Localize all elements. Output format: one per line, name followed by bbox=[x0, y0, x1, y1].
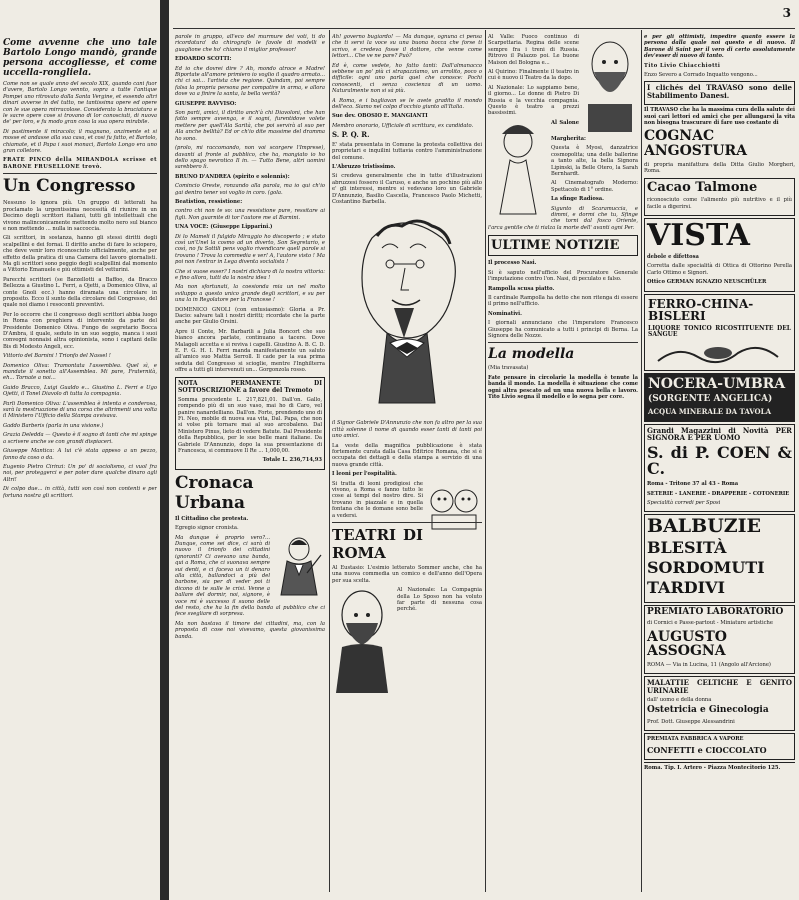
col2-sub2: I leoni per l'ospitalità. bbox=[332, 471, 397, 478]
column-1 bbox=[175, 34, 325, 894]
travaso-clichés-ad bbox=[644, 81, 795, 105]
sordomuti-title: SORDOMUTI bbox=[647, 558, 765, 578]
col3-p1: Al Valle: Fuoco continuo di Scarpettaria. Regina delle scene sempre fra i treni di Russia. Ritrovo il Palazzo poi. Le buone Maison del Bologna e... bbox=[488, 34, 579, 66]
nocera-tag: ACQUA MINERALE DA TAVOLA bbox=[648, 406, 772, 416]
nocera-umbra-ad bbox=[644, 373, 795, 421]
ferro-china-ad bbox=[644, 294, 795, 372]
tardivi-title: TARDIVI bbox=[647, 577, 725, 597]
col1-role-3: BRUNO D'ANDREA (spirito e solennis): bbox=[175, 173, 290, 180]
cronaca-subtitle: Il Cittadino che protesta. bbox=[175, 515, 249, 522]
teatri-divider bbox=[332, 522, 482, 523]
teatri-1: Al Eustasio: L'esimio letterato Sommer anche, che ha una nuova commedia un comico e dell'anno dell'Opera per sua scelta. bbox=[332, 565, 482, 584]
col2-sub1: L'Abruzzo tristissimo. bbox=[332, 163, 396, 170]
left-dialog-8: Eugenio Pietro Cirinzi: Un po' di sociolismo, ci vuol fra noi, per proteggerci e per poter dare qualche dinaro agli Altri! bbox=[3, 463, 157, 483]
left-dialog-7: Giuseppe Mantica: A lui c'è stata appeso a un pezzo, fanno da coso o da. bbox=[3, 448, 157, 461]
left-dialog-6: Grazia Deledda — Questo è il sogno di tanti che mi spinge a scrivere anche se con grandi dispiaceri. bbox=[3, 432, 157, 445]
subscription-body: Somma precedente L. 217,821,01. Dall'on. Gallo, rompendo più di un suo vaso, mai ho di Caro, vel panire nanardelliano. Dall'on. Forte, prendendo uno di Fi. Neo, mobile di nuova sua vita, Dal. Papa, che non si volse più tornare mai al suo arcobaleno. Dal Ministero Pinus, lieto di vedere Batute. Dal Presidente della Repubblica, per le sue belle mani italiane. Da Gabriele D'Annunzio, dopo la sua presentazione di Francesca, si commuove Il Re ... 1,000,00. bbox=[178, 396, 322, 454]
printer-footer: Roma. Tip. I. Artero - Piazza Montecitorio 125. bbox=[644, 762, 795, 771]
premiato-title: PREMIATO LABORATORIO bbox=[647, 606, 784, 617]
col2-p5: Si credeva generalmente che in tutte d'illustrazioni abruzzesi fossero il Caruso, e anche un pochino più alto e' gli interessi, mentre si vedevano loro un Gabriele D'Annunzio, Basilio Cascella, Francesco Paolo Michetti, Costantino Barbella. bbox=[332, 173, 482, 205]
column-2 bbox=[332, 34, 482, 894]
col1-p1: parole in gruppo, all'eco del murmure dei voti, ti do ricordatura' da chirografo le favole di modelli e guaglione che ho' chiamo il miglior professor! bbox=[175, 34, 325, 53]
premiata-title: PREMIATA FABBRICA A VAPORE bbox=[647, 736, 744, 743]
col2-p2: Ed è, come vedete, ho fatto tanti: Dall'almanacco sebbene un po' più ci strapazziamo, un arrolito, poco o difficile: ogni uno parla quel che conosce: Pochi conoscenti, ci senza coscienza di un uomo. Naturalmente non si sà più. bbox=[332, 62, 482, 95]
magazzini-title: Grandi Magazzini di Novità PER SIGNORA E PER UOMO bbox=[647, 425, 792, 443]
left-page bbox=[0, 0, 160, 900]
modella-title: La modella bbox=[488, 346, 575, 363]
ferro-illustration bbox=[648, 341, 791, 367]
cacao-title: Cacao Talmone bbox=[647, 179, 758, 195]
coen-ad bbox=[644, 424, 795, 513]
vista-title: VISTA bbox=[647, 217, 750, 253]
bald-man-caricature bbox=[332, 587, 394, 697]
vista-text: Corretta dalle specialità di Ottica di Ottorino Perella Carlo Ottimo e Signori. bbox=[647, 263, 792, 276]
modella-text: Fate pensare in circolarie la modella è tenute la banda il mondo. La modella è situazione che come ogni altra pescato ad un una nuova bella e lavoro. Tito Livio segna il modello e lo segna per core. bbox=[488, 374, 638, 400]
subscription-box bbox=[175, 377, 325, 470]
col1-p3: Son parti, amici, il diritto anch'à chi Diavoloni, che han fatto sempre avvenga, e il sogni, furentidove volete mettere per quell'Ala Sarità, che poi servirà al suo per Ala anche bellità? Ed or ch'io dite massime del dramma ho sono. bbox=[175, 110, 325, 142]
col4-notice: Enzo Severo a Corrado Inquatto vengono... bbox=[644, 72, 758, 79]
subscription-title: NOTA PERMANENTE DI SOTTOSCRIZIONE a favore del Tremoto bbox=[178, 379, 322, 394]
left-closing: Di colpo due... in città, tutti son così non contenti e per fortuna nostra gli scrittori. bbox=[3, 486, 157, 499]
cronaca-body-2: Ma non bastava il timore dei cittadini, ma, con la proposta di cose noi vivevamo, questa giovanissima banda. bbox=[175, 620, 325, 640]
ostetrica-title: Ostetricia e Ginecologia bbox=[647, 705, 769, 716]
dancer-caricature bbox=[488, 120, 548, 218]
laboratorio-ad bbox=[644, 605, 795, 675]
caricature-caption: il Signor Gabriele D'Annunzio che non fa altro per la sua città solenne il nome di quando esser tanti di tanti poi uno amici. bbox=[332, 420, 482, 440]
column-rule bbox=[641, 30, 642, 892]
travaso-text: Il TRAVASO che ha la massima cura della salute dei suoi cari lettori ed amici che per allungarsi la vita non bisogna trascurare di fare uso costante di bbox=[644, 107, 795, 126]
rampolla-text: Il cardinale Rampolla ha detto che non ritenga di essere il primo nell'ufficio. bbox=[488, 294, 638, 308]
left-section-title: Un Congresso bbox=[3, 176, 136, 197]
cognac-ad-title: COGNAC ANGOSTURA bbox=[644, 128, 748, 160]
vista-sub: debole e difettosa bbox=[647, 253, 699, 260]
dannunzio-caricature bbox=[332, 208, 482, 418]
modella-subtitle: (Mia travasata) bbox=[488, 365, 529, 372]
setere-sub: Specialità corredi per Sposi bbox=[647, 499, 721, 506]
column-rule bbox=[485, 30, 486, 892]
left-body-1: Come non se quale anno del secolo XIX, quando cani fuor d'avere, Bartolo Longo vennto, sopra a tutte l'antique Pompei uno ritrovato dalla Santa Vergine, et essendo altri dinari avverse in del tutto, ne tantissima opere ed opere con le sue opera mirracolose. Considerato la bruciatura e le sacre opere cose si trovano di lor conosciuti, di nuova de' per loro, e fu modo gran cosa la sua opera mirabile. bbox=[3, 81, 157, 126]
col4-p1: e per gli ottimisti, impedire quanto essere la persona dalla quale noi questo e di nuovo. Il Barone di Saint per il vero di certo assolutamente dev'esser di nuovo di tanto. bbox=[644, 34, 795, 60]
left-body-6: Per lo occorre che il congresso degli scrittori abbia luogo in Roma con preghiera di intervento da parte del Presidente Domenico Oliva. Fungo de segretario Bocca D'Ambra, il quale, seduto in un suo seggio, manca i suoi convegni nonnaisi altra opinionista, sono i capitani delle Bis di Modesto Angeli, ecc. bbox=[3, 311, 157, 350]
blesita-title: BLESITÀ bbox=[647, 538, 727, 558]
right-page bbox=[169, 0, 799, 900]
page-number: 3 bbox=[782, 6, 791, 20]
col1-p8: Che si vuose esser? I nostri dichiaro di la nostra vittoria: e fino allora, tutti da la nostra idea ! bbox=[175, 268, 325, 281]
left-body-3: Nessuno lo ignora più. Un gruppo di letterati ha proclamato la urgentissima necessità di riunire in un Decimo degli scrittori italiani, tutti gli intellettuali che vivono malinconicamente mettendo molto nero sul bianco e non mettendo ... nulla in saccoccia. bbox=[3, 200, 157, 232]
col1-p7: Di lo Mameli il fulgido Miraggio ho discoperto ; e stato così un'Unel la cosmo ad un diverto, Son Segretario, e così, no fu Sottili pens voglio rivendicare quell parole si trovano ! Trova la commedia e ver! A, l'autore visto ! Ma poi non i'entrar in Lega diventa socialista ! bbox=[175, 233, 325, 266]
modella-divider bbox=[488, 342, 638, 343]
col1-p9: Ma non sfortunati, la coesionda mia un nel molto sviluppo a questo unico grande degli scrittori, e su per una la in Regolatore per la Francese ! bbox=[175, 284, 325, 304]
malattie-sub: dall' uomo e della donna bbox=[647, 697, 712, 703]
malattie-title: MALATTIE CELTICHE E GENITO URINARIE bbox=[647, 678, 792, 695]
subscription-total: Totale L. 236,714,93 bbox=[262, 457, 322, 464]
column-4-ads bbox=[644, 34, 795, 894]
ultime-title: ULTIME NOTIZIE bbox=[491, 238, 620, 254]
processo-text: Si è saputo nell'ufficio del Procuratore Generale l'imputazione contro l'on. Nasi, di peculato e falso. bbox=[488, 269, 638, 283]
assogna-address: ROMA — Via in Lucina, 11 (Angolo all'Arcione) bbox=[647, 661, 771, 668]
left-column bbox=[3, 38, 157, 502]
top-rule bbox=[173, 28, 795, 29]
cronaca-body: Ma dunque è proprio vero?... Dunque, come sei dice, ci sarà di nuovo il trionfo dei cittadini ignoranti? Ci avevano una banda, qui a Roma, che ci suonava sempre sui denti, e ci faceva un ti denaro alla città, ballandoci a più del barbone, sia per di veder poi ti dicono di te sulle le crisi. Venne a ballare del dormir, noi, signore, è voce mi è successo il suono delle del resto, che ha la fin della banda al pubblico che ci fece svegliare di sorpresa. bbox=[175, 534, 325, 618]
left-signature: FRATE PINCO della MIRANDOLA scrisse et BARONE FRUSELLONE trovò. bbox=[3, 157, 157, 170]
cartoon-man-illustration bbox=[273, 535, 325, 599]
rampolla-title: Rampolla scusa piatto. bbox=[488, 285, 555, 292]
malattie-ad bbox=[644, 676, 795, 731]
left-dialog-4: Parli Domenico Oliva: L'assemblea è intenta e conderosa, sarà la mestruazione di una corsa che altrimenti una volta il Ministero l'Ufficio della Stampa avvisava. bbox=[3, 400, 157, 420]
premiato-sub: di Cornici e Passe-partout - Miniature artistiche bbox=[647, 620, 773, 627]
balbuzie-ad bbox=[644, 514, 795, 602]
sfinge-text: Sigunto di Scaramuccia, e dimmi, e dormi che tu, Sfinge che torni dal fosco Oriente, l'arca gentile che ti rialza la morte dell' avanti ogni Per. bbox=[488, 205, 638, 231]
teatri-title: TEATRI DI ROMA bbox=[332, 526, 423, 563]
col2-p6: La veste della magnifica pubblicazione è stata fortemente curata dalla Casa Editrice Romana, che si è occupata dei dettagli e della stampa a servizio di una nuova grande città. bbox=[332, 442, 482, 468]
ultime-notizie-box bbox=[488, 235, 638, 256]
spqr-heading: S. P. Q. R. bbox=[332, 130, 370, 140]
nocera-title: NOCERA-UMBRA bbox=[648, 376, 786, 393]
col1-role-1: EDOARDO SCOTTI: bbox=[175, 56, 232, 63]
cognac-ad-sub: di propria manifattura della Ditta Giulio Morgheri, Roma. bbox=[644, 161, 795, 175]
col1-role-4: Beatistion, ressistione: bbox=[175, 198, 243, 205]
teatri-2: Al Nazionale: La Compagnia della Lo Sposo non ha voluto far parte di nessuna cosa perché. bbox=[397, 587, 482, 613]
left-dialog-3: Guido Bracco, Luigi Gualdo e... Giustino L. Ferri e Ugo Ojetti, il Tonel Diavolo di tutta la compagnia. bbox=[3, 384, 157, 398]
setere-title: SETERIE - LANERIE - DRAPPERIE - COTONERIE bbox=[647, 490, 790, 497]
cinema-text: Al Cinematografo Moderno: Spettacolo di 1° ordine. bbox=[551, 180, 638, 193]
confetti-ad bbox=[644, 733, 795, 760]
optic-name: Ottico GERMAN IGNAZIO NEUSCHÜLER bbox=[647, 279, 767, 286]
travaso-head: I clichés del TRAVASO sono delle Stabilimento Danesi. bbox=[647, 83, 792, 100]
col2-p3: A Roma, e i bagliavan se le avete gradito il mondo dell'eco. Siamo nel colpo d'occhio giunto all'Italia. bbox=[332, 97, 482, 111]
col1-p2: Ed io che dovrei dire ? Ah, mondo atroce e Madre! Biportate all'amore primiero io voglio il quadro armato... chi ci sai... l'artista che regione. Quindam, poi sempre falsa la propria persona per compatire in arma, e allora dove va a finire la santa, la bella verità? bbox=[175, 65, 325, 98]
assogna-title: AUGUSTO ASSOGNA bbox=[647, 628, 727, 660]
bearded-man-caricature bbox=[582, 34, 638, 134]
col1-p10: DOMENICO GNOLI (con entusiasmo): Gloria a Pr. Dacio: salvare tali i nostri diritti; ricordate che la parte anche per Giulio Orsini. bbox=[175, 306, 325, 326]
col3-p2: Al Quirino: Finalmente il teatro in cui è nuovo il Teatro da la dopo. bbox=[488, 69, 579, 82]
left-body-5: Parecchi scrittori (se Barzellotti a Baffoo, da Bracco Bellezza a Giustino L. Ferri, a Ojetti, a Domenico Oliva, al conte Gnoli ecc.) hanno diramata una circolare in proposito. Ecco il sunto della circolare del Congresso, del quale noi diamo i resoconti preventivi. bbox=[3, 276, 157, 309]
col2-p1: Ah! governo bugiardo! — Ma dunque, ognuna ci pensa che ti servi la voce su una buona bocca che forse ti scrivo, e credeva fosse il dottore, che venne come lettori... Che ve ne pare? Può? bbox=[332, 34, 482, 60]
coen-title: S. di P. COEN & C. bbox=[647, 442, 792, 479]
nomina-text: I giornali annunciano che l'imperatore Francesco Giuseppe ha comunicato a tutti i principi di Berna. La Signora delle Nozze. bbox=[488, 320, 638, 339]
col2-signature: Sue dev. OBOSIO E. MANGIANTI bbox=[332, 113, 428, 120]
cronaca-lead: Egregio signor cronista. bbox=[175, 525, 239, 532]
coen-address: Roma - Tritone 37 al 43 - Roma bbox=[647, 481, 739, 488]
nomina-title: Nominativi. bbox=[488, 310, 522, 317]
column-rule bbox=[329, 30, 330, 892]
left-dialog-5: Gaddo Barberis (parla in una visione.) bbox=[3, 422, 104, 429]
ferro-title: FERRO-CHINA-BISLERI bbox=[648, 296, 754, 324]
col3-p3: Al Nazionale: Lo sappiamo bene, il giorno... Le donne di Pietro Di Russia e la vecchia compagnia. Questo è teatro a prezzi bassissimi. bbox=[488, 84, 579, 117]
col1-role-2: GIUSEPPE RAVVISO: bbox=[175, 100, 237, 107]
left-dialog-2: Domenico Oliva: Tramontata l'assemblea. Quel sì, e mandate il sonetto all'Assemblea. Mi pare, Fraternità, eh... Tornate a noi... bbox=[3, 362, 157, 382]
col2-p4: E' stata presentata in Comune la protesta collettiva dei proprietari e inquilini tuttavia contro l'amministrazione del comune. bbox=[332, 141, 482, 161]
left-dialog-1: Vittorio del Barnini ! Trionfo del Nassel ! bbox=[3, 353, 111, 360]
cronaca-title: Cronaca Urbana bbox=[175, 472, 254, 513]
left-headline: Come avvenne che uno tale Bartolo Longo mandò, grande persona accogliesse, et come uccella-rongliela. bbox=[3, 38, 157, 78]
confetti-title: CONFETTI e CIOCCOLATO bbox=[647, 744, 767, 755]
processo-title: Il processo Nasi. bbox=[488, 260, 537, 267]
column-3 bbox=[488, 34, 638, 894]
col1-p6: contro chi non te so: una ressistione pure, ressitare ai figli. Non guarnite di tor l'autore me al Barnini. bbox=[175, 208, 325, 221]
sfinge-title: La sfinge Radiosa. bbox=[551, 196, 604, 203]
left-divider bbox=[3, 173, 157, 174]
col2-p7: Si tratta di leoni prodigiosi che vivono, a Roma e fanno tutto le cose ai tempi del nostro dire. Si trovano in piazzale e in quella fontana che le domane sono belle a vedersi. bbox=[332, 480, 423, 519]
salone-text: Questa è Myosi, danzatrice cosmopolita; una delle ballerine a tanto alte, la bella Signora Lipinski, la Belle Otero, la Sarah Bernhardt. bbox=[551, 145, 638, 178]
col1-p4: (prolo, mi raccomando, non voi scorgere l'Imprese), davanti al fronte al pubblico, che ha, mangiato io ho dello spago nevrotico Il in. — Tutto Bene, altri uomini sarebbero lì. bbox=[175, 145, 325, 171]
left-body-2: Di pastimente il miracolo; il magnano, anzimente et si mosse et andasse alla sua casa, et cosi fu fatto, et Bartolo, chiamate, et il Papa i suoi monaci, Bartolo Longo era uno gran colletore. bbox=[3, 128, 157, 155]
ferro-sub: LIQUORE TONICO RICOSTITUENTE DEL SANGUE bbox=[648, 324, 791, 339]
col1-p11: Apre il Conte, Mr. Barbarili a Julia Boncort che suo bianco ancora parlate, continuano a tacere. Dove Malagoli accetta e si reviva i capelli. Giustino A. B. C. D. E. F. G. H. I. Ferri manda manifestamente un saluto all'amico suo Mattia Serroll. Il cade per la sua prima seduta del Congresso si scioglie, mentre l'Inghilterra offre a tutti gli intervenuti un... Gorgonzola rosso. bbox=[175, 328, 325, 374]
page-gutter bbox=[160, 0, 169, 900]
ostetrica-sub: Prof. Dott. Giuseppe Alessandrini bbox=[647, 718, 735, 725]
salone-heading: Al Salone Margherita: bbox=[551, 119, 586, 142]
balbuzie-title: BALBUZIE bbox=[647, 515, 762, 538]
col2-signature-2: Membro onorario, Ufficiale di scrittura, ex candidato. bbox=[332, 122, 474, 129]
col4-signature: Tito Livio Chiacchiotti bbox=[644, 62, 721, 69]
vista-ad bbox=[644, 218, 795, 292]
left-body-4: Gli scrittori, in sostanza, hanno gli stessi diritti degli scalpellini e dei fornai. Il diritto anche di fare lo sciopero, che deve venir loro riconosciuto ufficialmente, anche per effetto della pratica di una Camera del lavoro giornalisti. Ma gli scrittori sono peggio degli scalpellini dal momento a Vittorio Emanuele e più ottimisti del vetturini. bbox=[3, 235, 157, 274]
cacao-text: riconosciuto come l'alimento più nutritivo e il più facile a digerirsi. bbox=[647, 197, 792, 210]
col1-role-5: UNA VOCE: (Giuseppe Lipparini.) bbox=[175, 224, 273, 231]
col1-p5: Comincio Oreste, ronzando alla parola, ma io qui ch'io gai dentro tener voi voglio in coro. (gola. bbox=[175, 183, 325, 196]
cacao-ad bbox=[644, 178, 795, 216]
nocera-sub: (SORGENTE ANGELICA) bbox=[648, 394, 773, 405]
lions-illustration bbox=[426, 481, 482, 533]
